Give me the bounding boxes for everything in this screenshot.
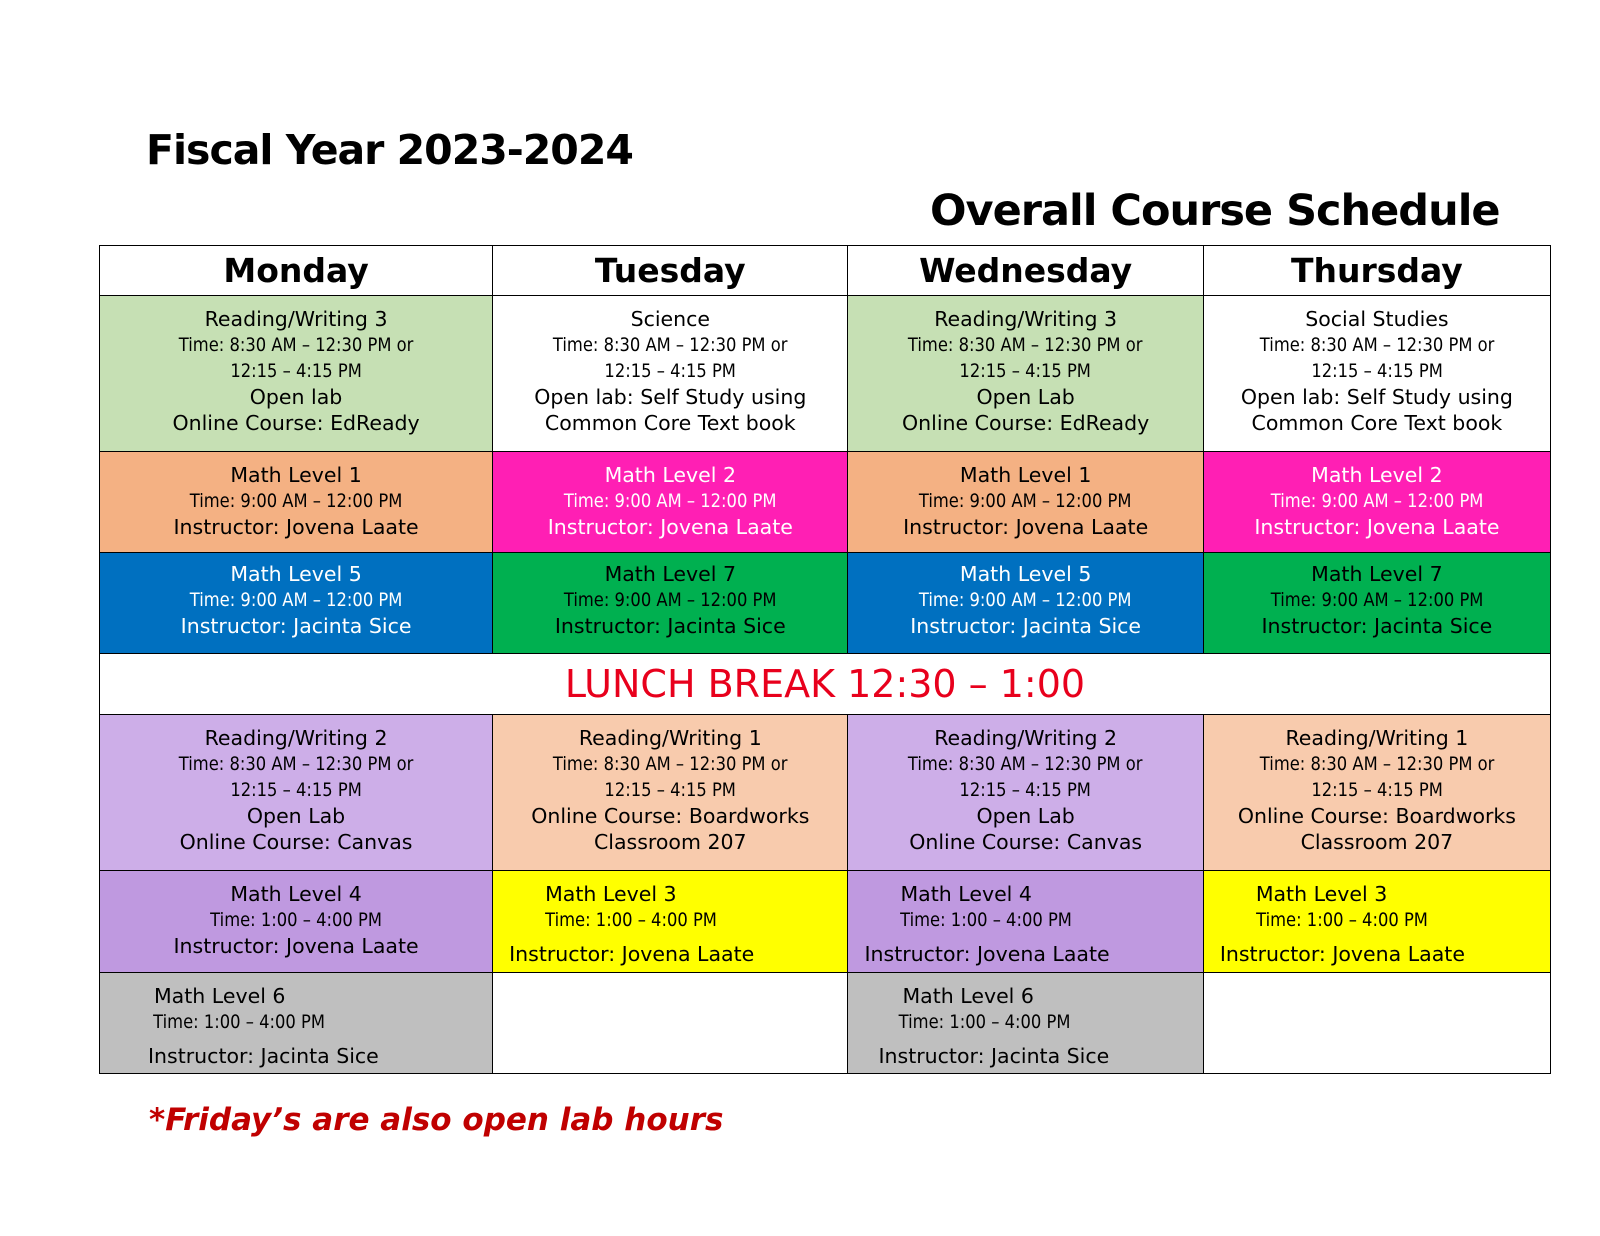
lunch-row: [100, 654, 1551, 715]
course-name: Reading/Writing 1: [1285, 726, 1469, 750]
course-instructor: Instructor: Jovena Laate: [1254, 515, 1500, 539]
course-cell: [1203, 452, 1550, 553]
course-time: Time: 8:30 AM – 12:30 PM or: [553, 753, 788, 775]
course-name: Math Level 2: [604, 463, 737, 487]
course-cell: [1203, 715, 1550, 871]
empty-cell: [493, 973, 848, 1074]
course-detail: Online Course: Canvas: [909, 830, 1143, 854]
footnote: *Friday’s are also open lab hours: [149, 1102, 724, 1138]
schedule-row: [100, 871, 1551, 973]
course-cell: [100, 553, 493, 654]
course-name: Math Level 6: [902, 984, 1034, 1008]
course-instructor: Instructor: Jovena Laate: [864, 942, 1110, 966]
course-instructor: Instructor: Jovena Laate: [547, 515, 793, 539]
lunch-break-label: LUNCH BREAK 12:30 – 1:00: [100, 654, 1551, 715]
schedule-row: [100, 973, 1551, 1074]
course-time: Time: 9:00 AM – 12:00 PM: [1270, 589, 1484, 611]
course-name: Math Level 7: [604, 562, 737, 586]
course-instructor: Instructor: Jovena Laate: [173, 934, 419, 958]
course-time-alt: 12:15 – 4:15 PM: [230, 360, 362, 382]
course-name: Math Level 5: [230, 562, 362, 586]
day-header-thursday: Thursday: [1203, 246, 1550, 296]
course-instructor: Instructor: Jacinta Sice: [878, 1044, 1110, 1068]
course-detail: Classroom 207: [593, 830, 747, 854]
course-detail: Online Course: Boardworks: [531, 804, 810, 828]
course-cell: [1203, 553, 1550, 654]
course-time: Time: 8:30 AM – 12:30 PM or: [1259, 334, 1495, 356]
course-cell: [848, 973, 1203, 1074]
day-header-row: [100, 246, 1551, 296]
course-time-alt: 12:15 – 4:15 PM: [959, 360, 1092, 382]
course-name: Math Level 4: [900, 882, 1032, 906]
course-name: Science: [630, 307, 711, 331]
course-cell: [493, 871, 848, 973]
course-name: Math Level 5: [959, 562, 1092, 586]
course-time: Time: 9:00 AM – 12:00 PM: [563, 589, 777, 611]
course-name: Math Level 6: [154, 984, 286, 1008]
course-cell: [848, 296, 1203, 452]
course-name: Reading/Writing 2: [934, 726, 1118, 750]
course-detail: Open Lab: [976, 385, 1075, 409]
course-time: Time: 8:30 AM – 12:30 PM or: [178, 334, 414, 356]
schedule-title: Overall Course Schedule: [930, 186, 1500, 236]
course-instructor: Instructor: Jovena Laate: [1219, 942, 1465, 966]
course-cell: [100, 452, 493, 553]
course-cell: [848, 452, 1203, 553]
course-name: Math Level 1: [959, 463, 1092, 487]
course-name: Reading/Writing 2: [204, 726, 388, 750]
course-name: Reading/Writing 1: [578, 726, 762, 750]
course-time: Time: 9:00 AM – 12:00 PM: [919, 589, 1132, 611]
course-time: Time: 1:00 – 4:00 PM: [210, 909, 382, 931]
course-detail: Online Course: Canvas: [179, 830, 413, 854]
course-cell: [1203, 296, 1550, 452]
course-time: Time: 9:00 AM – 12:00 PM: [919, 490, 1132, 512]
course-time: Time: 1:00 – 4:00 PM: [1255, 909, 1428, 931]
course-name: Math Level 3: [1255, 882, 1388, 906]
day-header-tuesday: Tuesday: [493, 246, 848, 296]
day-header-monday: Monday: [100, 246, 493, 296]
course-instructor: Instructor: Jovena Laate: [173, 515, 419, 539]
course-cell: [493, 452, 848, 553]
course-cell: [493, 553, 848, 654]
course-name: Reading/Writing 3: [204, 307, 388, 331]
course-time: Time: 8:30 AM – 12:30 PM or: [553, 334, 788, 356]
course-detail: Online Course: EdReady: [172, 411, 420, 435]
course-name: Math Level 7: [1311, 562, 1443, 586]
course-detail: Common Core Text book: [544, 411, 796, 435]
course-name: Reading/Writing 3: [934, 307, 1118, 331]
course-instructor: Instructor: Jacinta Sice: [554, 614, 786, 638]
course-detail: Open Lab: [246, 804, 346, 828]
schedule-row: [100, 715, 1551, 871]
empty-cell: [1203, 973, 1550, 1074]
day-header-wednesday: Wednesday: [848, 246, 1203, 296]
course-detail: Online Course: EdReady: [902, 411, 1150, 435]
course-name: Math Level 3: [545, 882, 677, 906]
course-name: Math Level 2: [1311, 463, 1443, 487]
course-name: Math Level 1: [230, 463, 362, 487]
course-time: Time: 8:30 AM – 12:30 PM or: [908, 334, 1143, 356]
course-time-alt: 12:15 – 4:15 PM: [604, 779, 737, 801]
course-cell: [848, 553, 1203, 654]
course-time-alt: 12:15 – 4:15 PM: [959, 779, 1092, 801]
fiscal-year-title: Fiscal Year 2023-2024: [146, 126, 633, 174]
course-instructor: Instructor: Jacinta Sice: [910, 614, 1142, 638]
course-time-alt: 12:15 – 4:15 PM: [604, 360, 737, 382]
course-time: Time: 8:30 AM – 12:30 PM or: [178, 753, 414, 775]
schedule-table: [99, 245, 1551, 1074]
course-cell: [848, 871, 1203, 973]
course-cell: [493, 296, 848, 452]
schedule-row: [100, 553, 1551, 654]
course-instructor: Instructor: Jovena Laate: [903, 515, 1149, 539]
schedule-row: [100, 452, 1551, 553]
schedule-row: [100, 296, 1551, 452]
course-instructor: Instructor: Jacinta Sice: [1261, 614, 1493, 638]
course-instructor: Instructor: Jovena Laate: [509, 942, 755, 966]
course-time: Time: 1:00 – 4:00 PM: [153, 1011, 325, 1033]
course-time-alt: 12:15 – 4:15 PM: [230, 779, 362, 801]
course-instructor: Instructor: Jacinta Sice: [180, 614, 412, 638]
course-time-alt: 12:15 – 4:15 PM: [1311, 360, 1443, 382]
course-cell: [493, 715, 848, 871]
course-time-alt: 12:15 – 4:15 PM: [1311, 779, 1443, 801]
course-detail: Open Lab: [976, 804, 1075, 828]
course-detail: Classroom 207: [1300, 830, 1454, 854]
course-cell: [100, 871, 493, 973]
course-time: Time: 9:00 AM – 12:00 PM: [563, 490, 777, 512]
course-cell: [100, 973, 493, 1074]
course-cell: [848, 715, 1203, 871]
course-time: Time: 9:00 AM – 12:00 PM: [189, 490, 403, 512]
course-time: Time: 9:00 AM – 12:00 PM: [1270, 490, 1484, 512]
course-time: Time: 9:00 AM – 12:00 PM: [189, 589, 403, 611]
course-time: Time: 1:00 – 4:00 PM: [545, 909, 718, 931]
course-detail: Open lab: [249, 385, 343, 409]
course-detail: Open lab: Self Study using: [534, 385, 807, 409]
course-name: Social Studies: [1305, 307, 1449, 331]
course-cell: [100, 715, 493, 871]
course-detail: Online Course: Boardworks: [1237, 804, 1516, 828]
course-cell: [100, 296, 493, 452]
course-time: Time: 8:30 AM – 12:30 PM or: [1259, 753, 1495, 775]
course-detail: Open lab: Self Study using: [1240, 385, 1513, 409]
course-time: Time: 8:30 AM – 12:30 PM or: [908, 753, 1143, 775]
course-detail: Common Core Text book: [1251, 411, 1503, 435]
course-instructor: Instructor: Jacinta Sice: [148, 1044, 379, 1068]
course-time: Time: 1:00 – 4:00 PM: [900, 909, 1073, 931]
course-cell: [1203, 871, 1550, 973]
course-time: Time: 1:00 – 4:00 PM: [899, 1011, 1071, 1033]
course-name: Math Level 4: [230, 882, 362, 906]
